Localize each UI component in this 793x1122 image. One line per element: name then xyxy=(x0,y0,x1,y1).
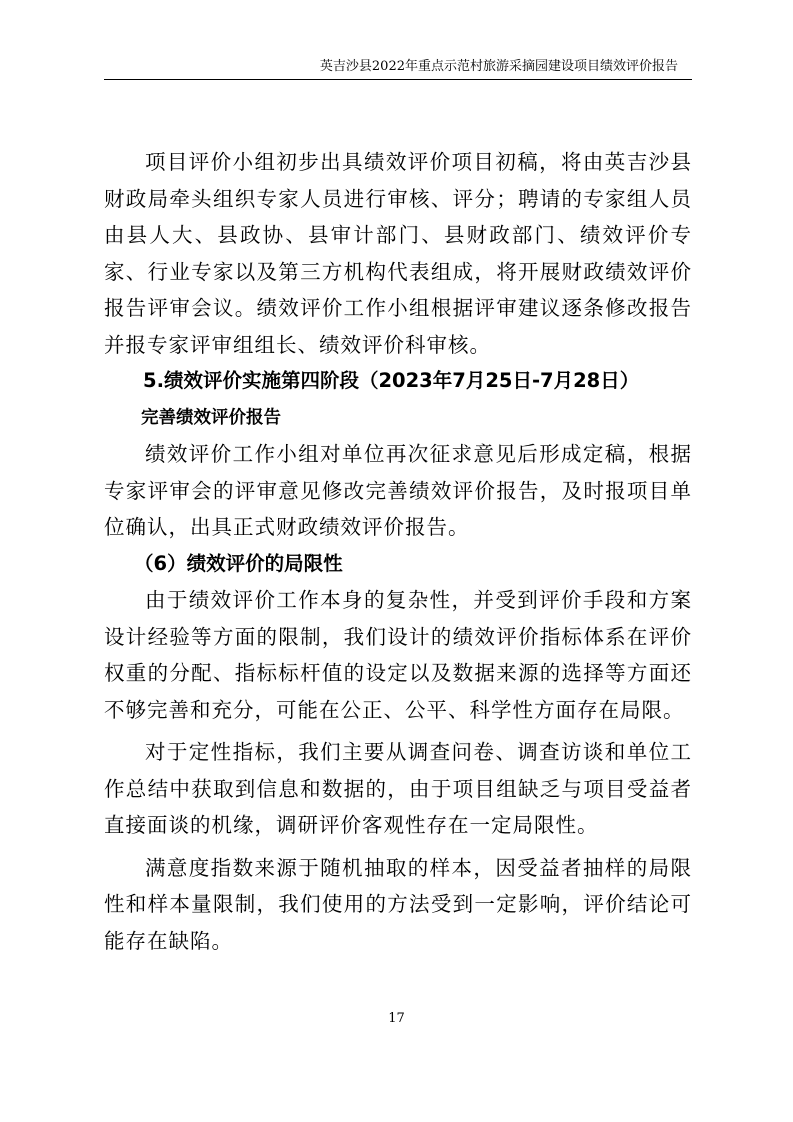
page-number: 17 xyxy=(388,1011,405,1026)
paragraph-finalize-report: 绩效评价工作小组对单位再次征求意见后形成定稿，根据专家评审会的评审意见修改完善绩效评价报告，及时报项目单位确认，出具正式财政绩效评价报告。 xyxy=(104,442,692,539)
page-header-title: 英吉沙县2022年重点示范村旅游采摘园建设项目绩效评价报告 xyxy=(319,59,678,74)
section-heading-limitations: （6）绩效评价的局限性 xyxy=(134,551,343,575)
paragraph-limitation-design: 由于绩效评价工作本身的复杂性，并受到评价手段和方案设计经验等方面的限制，我们设计的绩效评价指标体系在评价权重的分配、指标标杆值的设定以及数据来源的选择等方面还不够完善和充分，可能在公正、公平、科学性方面存在局限。 xyxy=(104,588,692,722)
paragraph-review-process: 项目评价小组初步出具绩效评价项目初稿，将由英吉沙县财政局牵头组织专家人员进行审核、评分；聘请的专家组人员由县人大、县政协、县审计部门、县财政部门、绩效评价专家、行业专家以及第三方机构代表组成，将开展财政绩效评价报告评审会议。绩效评价工作小组根据评审建议逐条修改报告并报专家评审组组长、绩效评价科审核。 xyxy=(104,150,692,357)
section-heading-stage-four: 5.绩效评价实施第四阶段（2023年7月25日-7月28日） xyxy=(143,369,640,392)
subheading-finalize-report: 完善绩效评价报告 xyxy=(141,407,281,428)
paragraph-limitation-qualitative: 对于定性指标，我们主要从调查问卷、调查访谈和单位工作总结中获取到信息和数据的，由于项目组缺乏与项目受益者直接面谈的机缘，调研评价客观性存在一定局限性。 xyxy=(104,740,692,837)
paragraph-limitation-sample: 满意度指数来源于随机抽取的样本，因受益者抽样的局限性和样本量限制，我们使用的方法受到一定影响，评价结论可能存在缺陷。 xyxy=(104,855,692,953)
header-divider xyxy=(104,79,692,80)
document-body xyxy=(104,144,692,959)
